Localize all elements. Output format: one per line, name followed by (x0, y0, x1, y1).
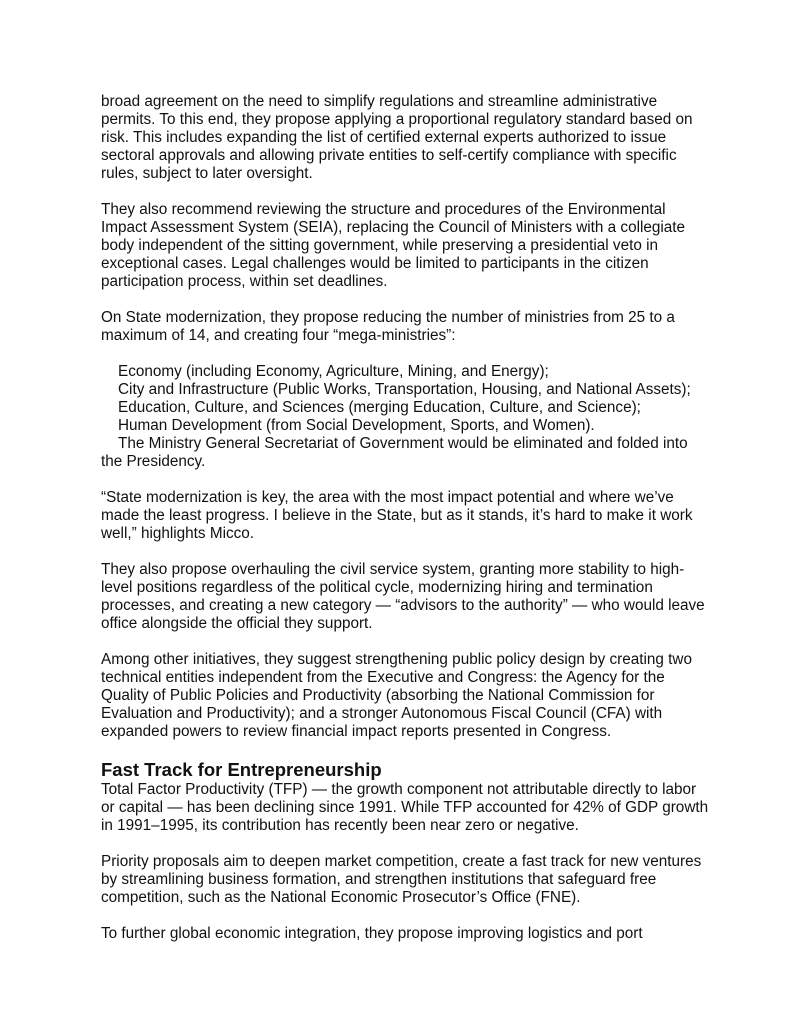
body-paragraph: They also propose overhauling the civil service system, granting more stability to high-level positions regardless of the political cycle, modernizing hiring and termination processes, and creating a new category — “advisors to the authority” — who would leave office alongside the official they support. (101, 561, 705, 632)
body-paragraph: broad agreement on the need to simplify regulations and streamline administrative permits. To this end, they propose applying a proportional regulatory standard based on risk. This includes expanding the list of certified external experts authorized to issue sectoral approvals and allowing private entities to self-certify compliance with specific rules, subject to later oversight. (101, 93, 693, 182)
body-paragraph: They also recommend reviewing the structure and procedures of the Environmental Impact Assessment System (SEIA), replacing the Council of Ministers with a collegiate body independent of the sitting government, while preserving a presidential veto in exceptional cases. Legal challenges would be limited to participants in the citizen participation process, within set deadlines. (101, 201, 686, 290)
body-paragraph: To further global economic integration, they propose improving logistics and port (101, 925, 643, 942)
ministries-list (101, 363, 711, 435)
body-paragraph: Total Factor Productivity (TFP) — the growth component not attributable directly to labor or capital — has been declining since 1991. While TFP accounted for 42% of GDP growth in 1991–1995, its contribution has recently been near zero or negative. (101, 781, 709, 834)
list-item: Human Development (from Social Development, Sports, and Women). (118, 417, 595, 434)
list-item: Economy (including Economy, Agriculture, Mining, and Energy); (118, 363, 549, 380)
section-heading: Fast Track for Entrepreneurship (101, 759, 382, 780)
quote-paragraph: “State modernization is key, the area with the most impact potential and where we’ve made the least progress. I believe in the State, but as it stands, it’s hard to make it work well,” highlights Micco. (101, 489, 693, 542)
body-paragraph: Among other initiatives, they suggest strengthening public policy design by creating two technical entities independent from the Executive and Congress: the Agency for the Quality of Public Policies and Productivity (absorbing the National Commission for Evaluation and Productivity); and a stronger Autonomous Fiscal Council (CFA) with expanded powers to review financial impact reports presented in Congress. (101, 651, 692, 740)
body-paragraph: Priority proposals aim to deepen market competition, create a fast track for new ventures by streamlining business formation, and strengthen institutions that safeguard free competition, such as the National Economic Prosecutor’s Office (FNE). (101, 853, 702, 906)
list-item: City and Infrastructure (Public Works, Transportation, Housing, and National Assets); (118, 381, 691, 398)
document-page (101, 93, 711, 961)
list-item: Education, Culture, and Sciences (merging Education, Culture, and Science); (118, 399, 641, 416)
list-trailer-paragraph: The Ministry General Secretariat of Government would be eliminated and folded into the Presidency. (101, 435, 688, 470)
body-paragraph: On State modernization, they propose reducing the number of ministries from 25 to a maximum of 14, and creating four “mega-ministries”: (101, 309, 675, 344)
